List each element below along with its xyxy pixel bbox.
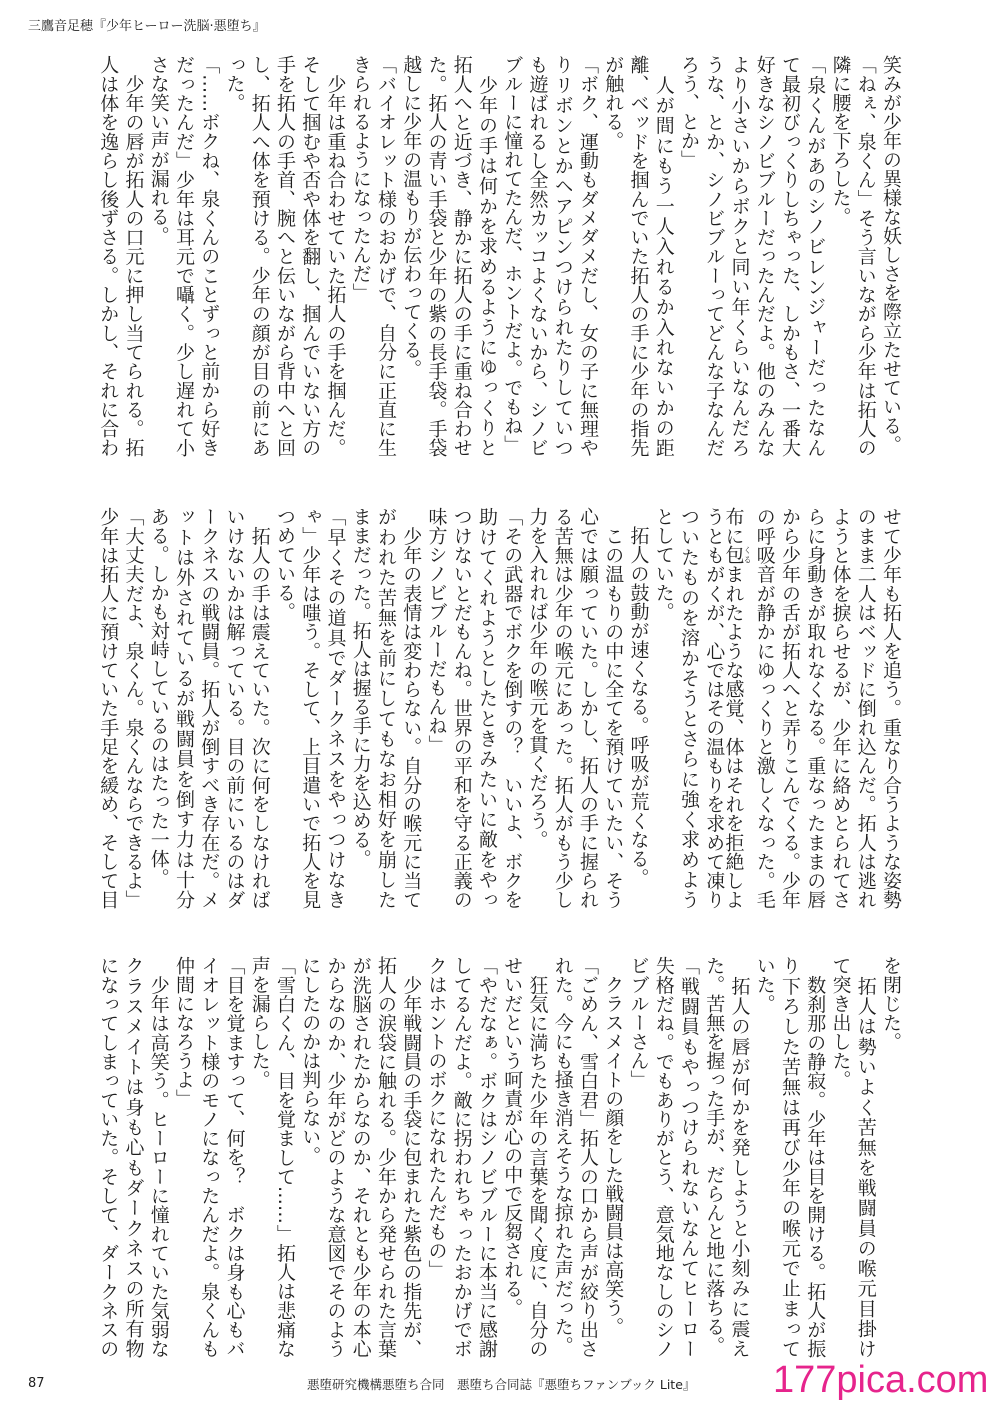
- text-column: た。拓人の青い手袋と少年の紫の長手袋。手袋: [425, 55, 448, 457]
- text-column: 拓人は勢いよく苦無を戦闘員の喉元目掛け: [854, 956, 877, 1358]
- text-column: 好きなシノビブルーだったんだよ。他のみんな: [753, 55, 776, 457]
- text-run: 布に: [722, 507, 745, 546]
- text-column: が洗脳されたからなのか、それとも少年の本心: [349, 956, 372, 1358]
- text-column: うともがくが、心ではその温もりを求めて凍り: [703, 507, 726, 909]
- text-column: 「雪白くん、目を覚まして……」拓人は悲痛な: [274, 956, 296, 1358]
- text-column: て最初びっくりしちゃった、しかもさ、一番大: [779, 55, 801, 457]
- text-column: が触れる。: [602, 55, 625, 150]
- text-column: だったんだ」少年は耳元で囁く。少し遅れて小: [173, 55, 195, 457]
- text-band-bottom: [95, 956, 903, 1358]
- text-column: 「目を覚ますって、何を？ ボクは身も心もバ: [223, 956, 246, 1358]
- text-column: 数刹那の静寂。少年は目を開ける。拓人が振: [804, 956, 827, 1358]
- text-column: ようと体を捩らせるが、少年に絡めとられてさ: [829, 507, 852, 909]
- page-number: 87: [28, 1376, 45, 1391]
- text-column: 少年戦闘員の手袋に包まれた紫色の指先が、: [400, 956, 423, 1358]
- text-column: 「早くその道具でダークネスをやっつけなき: [324, 507, 347, 909]
- text-column: 少年は拓人に預けていた手足を緩め、そして目: [97, 507, 120, 909]
- text-column: った。: [223, 55, 246, 112]
- text-column: ままだった。拓人は握る手に力を込める。: [349, 507, 372, 868]
- text-column: さな笑い声が漏れる。: [147, 55, 170, 245]
- ruby-base: 包: [722, 545, 745, 565]
- text-column: 心では願っていた。しかし、拓人の手に握られ: [577, 507, 599, 909]
- text-column: 手を拓人の手首、腕へと伝いながら背中へと回: [274, 55, 296, 457]
- text-column: つけないとだもんね。世界の平和を守る正義の: [450, 507, 473, 909]
- text-column: 笑みが少年の異様な妖しさを際立たせている。: [880, 55, 902, 454]
- text-column: 「やだなぁ。ボクはシノビブルーに本当に感謝: [476, 956, 498, 1358]
- text-column: れた。今にも掻き消えそうな掠れた声だった。: [551, 956, 574, 1355]
- text-column: 拓人の手は震えていた。次に何をしなければ: [248, 507, 271, 909]
- text-column: がわれた苦無を前にしてもなお相好を崩した: [375, 507, 397, 909]
- text-column: イオレット様のモノになったんだよ。泉くんも: [198, 956, 221, 1358]
- text-column: 「泉くんがあのシノビレンジャーだったなん: [804, 55, 827, 457]
- text-column: 助けてくれようとしたときみたいに敵をやっ: [476, 507, 498, 909]
- text-column: から少年の舌が拓人へと弄りこんでくる。少年: [779, 507, 801, 909]
- text-column: た。苦無を握った手が、だらんと地に落ちる。: [703, 956, 726, 1355]
- text-band-top: [95, 55, 903, 457]
- text-column: 越しに少年の温もりが伝わってくる。: [400, 55, 423, 378]
- text-column: からなのか、少年がどのような意図でそのよう: [324, 956, 347, 1358]
- text-column: 離、ベッドを掴んでいた拓人の手に少年の指先: [627, 55, 650, 457]
- text-column: 「ねぇ、泉くん」そう言いながら少年は拓人の: [854, 55, 877, 457]
- text-band-middle: [95, 507, 903, 909]
- ruby-reading: くる: [743, 545, 752, 565]
- text-column: の呼吸音が静かにゆっくりと激しくなった。毛: [753, 507, 776, 909]
- text-column: 少年は重ね合わせていた拓人の手を掴んだ。: [324, 55, 347, 457]
- running-head-title: 三鷹音足穂『少年ヒーロー洗脳·悪堕ち』: [28, 19, 266, 34]
- text-column: 「……ボクね、泉くんのことずっと前から好き: [198, 55, 221, 457]
- text-column: [722, 507, 752, 909]
- text-column: 「バイオレット様のおかげで、自分に正直に生: [375, 55, 397, 457]
- text-column: のまま二人はベッドに倒れ込んだ。拓人は逃れ: [854, 507, 877, 909]
- text-column: この温もりの中に全てを預けていたい、そう: [602, 507, 625, 909]
- text-column: クラスメイトは身も心もダークネスの所有物: [122, 956, 145, 1358]
- text-column: 拓人の涙袋に触れる。少年から発せられた言葉: [375, 956, 397, 1358]
- text-column: 「戦闘員もやっつけられないなんてヒーロー: [678, 956, 700, 1358]
- text-column: きられるようになったんだ」: [349, 55, 372, 302]
- text-column: 人が間にもう一人入れるか入れないかの距: [652, 55, 675, 457]
- text-column: つめている。: [274, 507, 296, 621]
- text-column: りリボンとかヘアピンつけられたりしていつ: [551, 55, 574, 457]
- text-column: ットは外されているが戦闘員を倒す力は十分: [173, 507, 195, 909]
- text-column: 「ボク、運動もダメダメだし、女の子に無理や: [577, 55, 599, 457]
- text-column: 少年は高笑う。ヒーローに憧れていた気弱な: [147, 956, 170, 1358]
- text-column: せいだという呵責が心の中で反芻される。: [501, 956, 524, 1317]
- text-column: 「その武器でボクを倒すの？ いいよ、ボクを: [501, 507, 524, 909]
- text-column: いけないかは解っている。目の前にいるのはダ: [223, 507, 246, 909]
- text-column: そして掴むや否や体を翻し、掴んでいない方の: [299, 55, 322, 457]
- text-column: してるんだよ。敵に拐われちゃったおかげでボ: [450, 956, 473, 1358]
- text-column: る苦無は少年の喉元にあった。拓人がもう少し: [551, 507, 574, 909]
- text-column: 狂気に満ちた少年の言葉を聞く度に、自分の: [526, 956, 549, 1358]
- site-watermark: 177pica.com: [773, 1359, 989, 1401]
- text-column: せて少年も拓人を追う。重なり合うような姿勢: [880, 507, 902, 909]
- text-column: 拓人の鼓動が速くなる。呼吸が荒くなる。: [627, 507, 650, 887]
- text-column: 「大丈夫だよ、泉くん。泉くんならできるよ」: [122, 507, 145, 909]
- text-column: 失格だね。でもありがとう、意気地なしのシノ: [652, 956, 675, 1358]
- text-column: としていた。: [652, 507, 675, 621]
- text-column: り下ろした苦無は再び少年の喉元で止まって: [779, 956, 801, 1358]
- text-column: 力を入れれば少年の喉元を貫くだろう。: [526, 507, 549, 849]
- text-column: より小さいからボクと同い年くらいなんだろ: [728, 55, 751, 457]
- text-column: になってしまっていた。そして、ダークネスの: [97, 956, 120, 1358]
- publication-imprint: 悪堕研究機構悪堕ち合同 悪堕ち合同誌『悪堕ちファンブック Lite』: [307, 1377, 696, 1392]
- text-column: 「ごめん、雪白君」拓人の口から声が絞り出さ: [577, 956, 599, 1358]
- text-column: し、拓人へ体を預ける。少年の顔が目の前にあ: [248, 55, 271, 457]
- text-column: 拓人へと近づき、静かに拓人の手に重ね合わせ: [450, 55, 473, 457]
- text-column: ろう、とか」: [678, 55, 700, 169]
- text-column: ークネスの戦闘員。拓人が倒すべき存在だ。メ: [198, 507, 221, 909]
- text-column: いた。: [753, 956, 776, 1013]
- text-column: 仲間になろうよ」: [173, 956, 195, 1108]
- text-column: ある。しかも対峙しているのはたった一体。: [147, 507, 170, 887]
- text-column: うな、とか、シノビブルーってどんな子なんだ: [703, 55, 726, 457]
- text-column: 少年の唇が拓人の口元に押し当てられる。拓: [122, 55, 145, 457]
- text-column: らに身動きが取れなくなる。重なったままの唇: [804, 507, 827, 909]
- text-column: ついたものを溶かそうとさらに強く求めよう: [678, 507, 700, 909]
- text-column: 隣に腰を下ろした。: [829, 55, 852, 226]
- text-column: 少年の表情は変わらない。自分の喉元に当て: [400, 507, 423, 909]
- text-column: にしたのかは判らない。: [299, 956, 322, 1165]
- text-column: て突き出した。: [829, 956, 852, 1089]
- text-column: ゃ」少年は嗤う。そして、上目遣いで拓人を見: [299, 507, 322, 909]
- text-column: も遊ばれるし全然カッコよくないから、シノビ: [526, 55, 549, 457]
- text-column: ブルーに憧れてたんだ、ホントだよ。でもね」: [501, 55, 524, 454]
- text-column: クはホントのボクになれたんだもの」: [425, 956, 448, 1279]
- text-column: 拓人の唇が何かを発しようと小刻みに震え: [728, 956, 751, 1358]
- text-run: まれたような感覚、体はそれを拒絶しよ: [722, 564, 745, 909]
- text-column: ビブルーさん」: [627, 956, 650, 1089]
- text-column: を閉じた。: [880, 956, 902, 1051]
- text-column: 声を漏らした。: [248, 956, 271, 1089]
- text-column: 味方シノビブルーだもんね」: [425, 507, 448, 754]
- text-column: 少年の手は何かを求めるようにゆっくりと: [476, 55, 498, 457]
- text-column: 人は体を逸らし後ずさる。しかし、それに合わ: [97, 55, 120, 457]
- text-column: クラスメイトの顔をした戦闘員は高笑う。: [602, 956, 625, 1336]
